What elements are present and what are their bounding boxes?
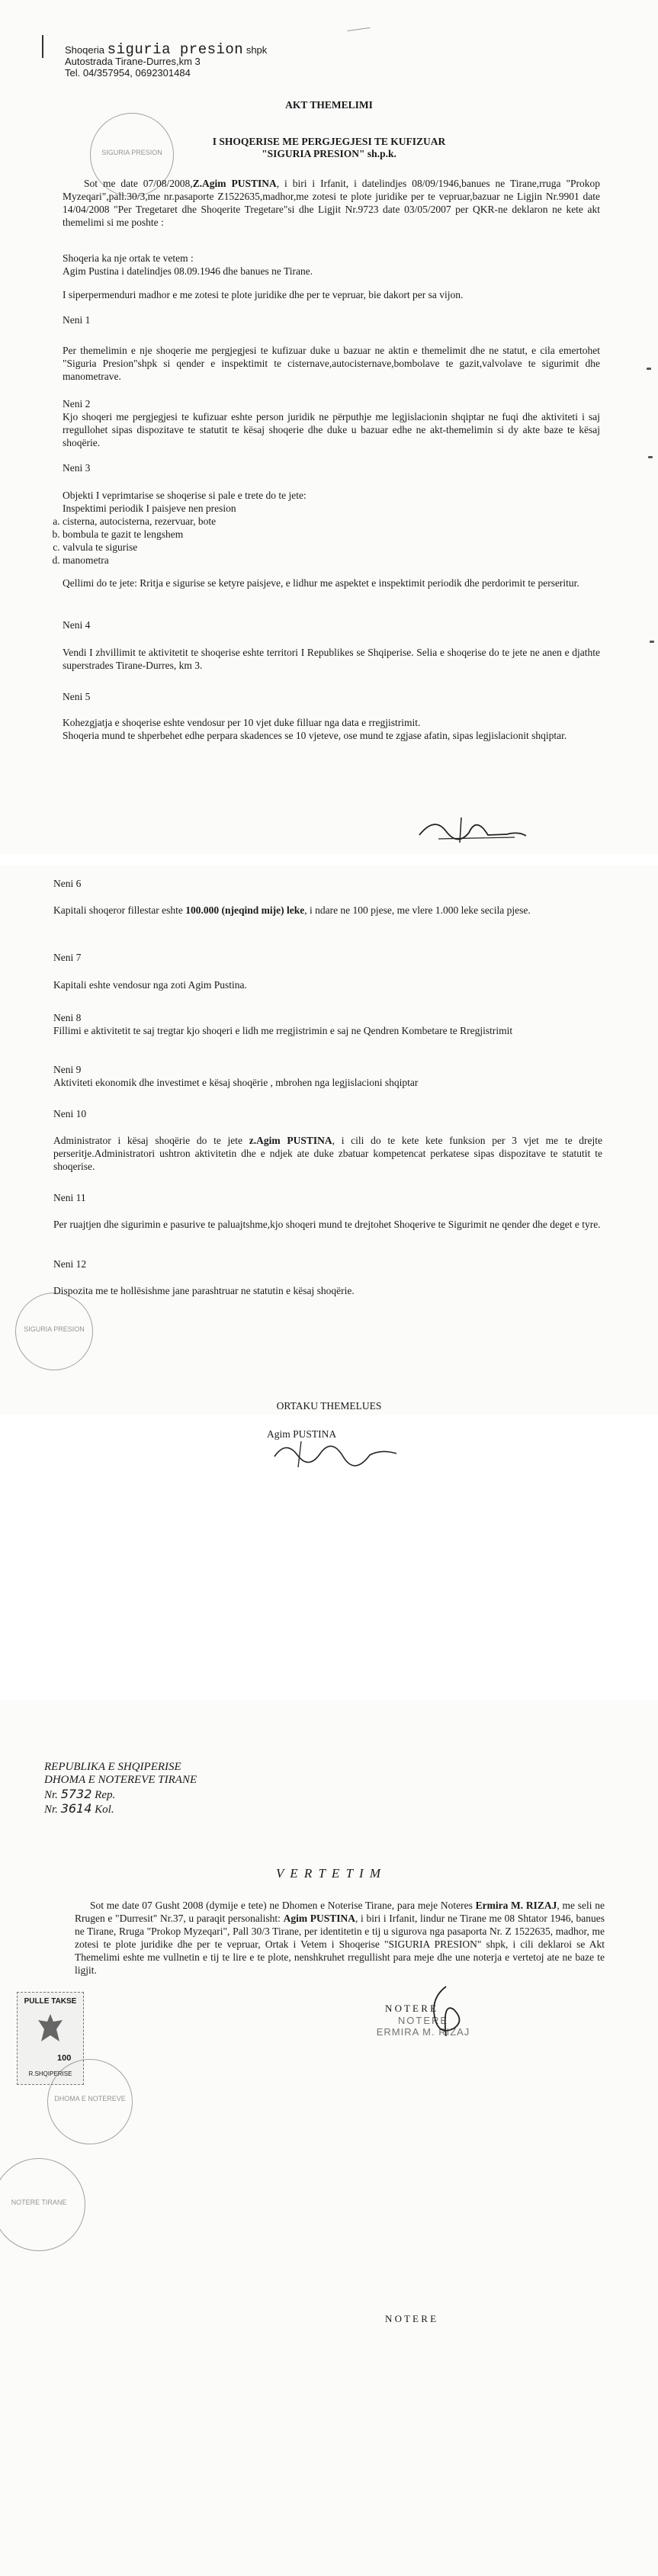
scan-mark bbox=[650, 641, 654, 643]
company-stamp-mid bbox=[15, 1293, 93, 1370]
notary-signature bbox=[423, 1983, 469, 2044]
neni-10-text-a: Administrator i kësaj shoqërie do te jete bbox=[53, 1135, 249, 1146]
act-subtitle-1: I SHOQERISE ME PERGJEGJESI TE KUFIZUAR bbox=[212, 136, 446, 147]
neni-12-text: Dispozita me te hollësishme jane parashtruar ne statutin e kësaj shoqërie. bbox=[53, 1285, 355, 1296]
company-phone: Tel. 04/357954, 0692301484 bbox=[65, 67, 191, 79]
neni-3-list bbox=[47, 515, 581, 567]
neni-9-text: Aktiviteti ekonomik dhe investimet e kësaj shoqërie , mbrohen nga legjislacioni shqiptar bbox=[53, 1077, 419, 1088]
neni-12-label: Neni 12 bbox=[53, 1258, 87, 1270]
scribble-mark bbox=[347, 21, 371, 31]
leader-line: I siperpermenduri madhor e me zotesi te plote juridike dhe per te vepruar, bie dakort per sa vijon. bbox=[63, 289, 464, 300]
partner-line-1: Shoqeria ka nje ortak te vetem : bbox=[63, 252, 194, 264]
neni-6-label: Neni 6 bbox=[53, 878, 82, 889]
act-subtitle-2: "SIGURIA PRESION" sh.p.k. bbox=[262, 148, 396, 159]
list-item: c. valvula te sigurise bbox=[63, 541, 581, 554]
neni-3-intro-1: Objekti I veprimtarise se shoqerise si pale e trete do te jete: bbox=[63, 490, 307, 501]
neni-8-text: Fillimi e aktivitetit te saj tregtar kjo shoqeri e lidh me rregjistrimin e saj ne Qendren Kombetare te Rregjistrimit bbox=[53, 1025, 513, 1036]
fee-stamp-value: 100 bbox=[57, 2054, 72, 2063]
noter-bottom-label: N O T E R E bbox=[385, 2313, 437, 2324]
letterhead-company bbox=[65, 41, 370, 58]
person-name: Agim PUSTINA bbox=[283, 1913, 356, 1924]
notary-name: Ermira M. RIZAJ bbox=[475, 1900, 557, 1911]
notary-header-2: DHOMA E NOTEREVE TIRANE bbox=[44, 1774, 197, 1786]
list-item: b. bombula te gazit te lengshem bbox=[63, 528, 581, 541]
stamp-text: DHOMA E NOTEREVE bbox=[54, 2095, 126, 2102]
list-item: d. manometra bbox=[63, 554, 581, 567]
list-item: a. cisterna, autocisterna, rezervuar, bote bbox=[63, 515, 581, 528]
founder-signature-1 bbox=[416, 808, 530, 854]
neni-1-label: Neni 1 bbox=[63, 314, 91, 326]
partner-line-2: Agim Pustina i datelindjes 08.09.1946 dhe banues ne Tirane. bbox=[63, 265, 313, 277]
neni-5-label: Neni 5 bbox=[63, 691, 91, 702]
intro-paragraph bbox=[63, 177, 600, 229]
neni-10-text bbox=[53, 1134, 602, 1173]
intro-date: Sot me date 07/08/2008, bbox=[84, 178, 193, 189]
scan-mark bbox=[647, 368, 651, 370]
kol-number-line bbox=[44, 1802, 114, 1816]
neni-9-label: Neni 9 bbox=[53, 1064, 82, 1075]
stamp-text: NOTERE TIRANE bbox=[11, 2199, 67, 2206]
company-name: siguria presion bbox=[107, 41, 244, 58]
neni-5-text-1: Kohezgjatja e shoqerise eshte vendosur per 10 vjet duke filluar nga data e rregjistrimit. bbox=[63, 717, 421, 728]
fee-stamp-label: PULLE TAKSE bbox=[24, 1997, 77, 2006]
scan-mark bbox=[648, 456, 653, 458]
rep-prefix: Nr. bbox=[44, 1789, 58, 1801]
neni-5-text-2: Shoqeria mund te shperbehet edhe perpara skadences se 10 vjeteve, ose mund te zgjase afatin, sipas legjislacionit shqiptar. bbox=[63, 730, 567, 741]
neni-6-text bbox=[53, 904, 602, 917]
neni-1-text: Per themelimin e nje shoqerie me pergjegjesi te kufizuar duke u bazuar ne aktin e themelimit dhe ne statut, e cila emertohet "Siguria Presion"shpk si qender e inspektimit te cisternave,autocisternave,bombolave te gazit,valvolave te sigurimit dhe manometrave. bbox=[63, 345, 600, 382]
neni-7-label: Neni 7 bbox=[53, 952, 82, 963]
notary-stamp-round bbox=[47, 2059, 133, 2144]
kol-prefix: Nr. bbox=[44, 1804, 58, 1816]
body-intro: Sot me date 07 Gusht 2008 (dymije e tete) ne Dhomen e Noterise Tirane, para meje Noteres bbox=[90, 1900, 476, 1911]
intro-name: Z.Agim PUSTINA bbox=[192, 178, 277, 189]
kol-number: 3614 bbox=[60, 1801, 92, 1816]
rep-number: 5732 bbox=[60, 1787, 92, 1801]
company-suffix: shpk bbox=[246, 44, 268, 56]
body-details: , i biri i Irfanit, lindur ne Tirane me 08 Shtator 1946, banues ne Tirane, Rruga "Prokop Myzeqari", Pall 30/3 Tirane, per identitetin e tij u sigurova nga pasaporta Nr. Z 1522635, madhor, me zotesi te plote juridike dhe per te vepruar, Ortak i Vetem i Shoqerise "SIGURIA PRESION" shpk, i cili deklaroi se Akt Themelimi eshte me vullnetin e tij te lire e te plote, nenshkruhet rregullisht para meje dhe une noterja e vertetoj ate ne baze te ligjit. bbox=[75, 1913, 605, 1976]
rep-number-line bbox=[44, 1787, 115, 1802]
neni-10-text-b: , i cili do te kete kete funksion per 3 vjet me te drejte perseritje.Administratori ushtron aktivitetin dhe e ndjek ate duke zbatuar kompetencat perkatese sipas dispozitave te statutit te shoqerise. bbox=[53, 1135, 603, 1172]
neni-11-label: Neni 11 bbox=[53, 1192, 86, 1203]
ortaku-name: Agim PUSTINA bbox=[267, 1428, 337, 1440]
stamp-text: SIGURIA PRESION bbox=[24, 1325, 85, 1333]
ortaku-label: ORTAKU THEMELUES bbox=[276, 1400, 382, 1412]
noter-label: N O T E R E bbox=[385, 2003, 437, 2014]
vertetim-body bbox=[75, 1899, 605, 1977]
founder-signature-2 bbox=[271, 1434, 400, 1472]
notary-stamp-line-1: NOTERE bbox=[397, 2015, 449, 2026]
neni-6-amount: 100.000 (njeqind mije) leke bbox=[185, 904, 305, 916]
neni-2-text: Kjo shoqeri me pergjegjesi te kufizuar eshte person juridik ne përputhje me legjislacionin shqiptar ne fuqi dhe aktiviteti i saj rregullohet sipas dispozitave te statutit te kësaj shoqerie dhe duke u bazuar edhe ne akt-themelimin si dy akte baze te kësaj shoqërie. bbox=[63, 411, 600, 448]
neni-2-label: Neni 2 bbox=[63, 398, 91, 410]
fee-stamp-country: R.SHQIPERISE bbox=[28, 2070, 72, 2077]
intro-details: , i biri i Irfanit, i datelindjes 08/09/1946,banues ne Tirane,rruga "Prokop Myzeqari",pall.30/3,me nr.pasaporte Z1522635,madhor,me zotesi te plote juridike per te vepruar,bazuar ne Ligjin Nr.9901 date 14/04/2008 "Per Tregetaret dhe Shoqerite Tregetare"si dhe Ligjit Nr.9723 date 03/05/2007 per QKR-ne deklaron ne kete akt themelimi si me poshte : bbox=[63, 178, 600, 228]
company-address: Autostrada Tirane-Durres,km 3 bbox=[65, 56, 201, 67]
neni-6-text-a: Kapitali shoqeror fillestar eshte bbox=[53, 904, 186, 916]
neni-3-label: Neni 3 bbox=[63, 462, 91, 474]
document-page-2 bbox=[0, 866, 658, 1415]
neni-10-name: z.Agim PUSTINA bbox=[249, 1135, 332, 1146]
neni-11-text: Per ruajtjen dhe sigurimin e pasurive te paluajtshme,kjo shoqeri mund te drejtohet Shoqerive te Sigurimit ne qender dhe deget e tyre. bbox=[53, 1219, 601, 1230]
eagle-icon bbox=[37, 2012, 64, 2048]
letterhead-rule bbox=[42, 35, 43, 58]
act-title: AKT THEMELIMI bbox=[285, 99, 373, 111]
neni-7-text: Kapitali eshte vendosur nga zoti Agim Pustina. bbox=[53, 979, 247, 991]
neni-4-text: Vendi I zhvillimit te aktivitetit te shoqerise eshte territori I Republikes se Shqiperise. Selia e shoqerise do te jete ne anen e djathte superstrades Tirane-Durres, km 3. bbox=[63, 647, 600, 671]
notary-stamp-bottom bbox=[0, 2158, 85, 2251]
body-address: , me seli ne Rrugen e "Durresit" Nr.37, u paraqit personalisht: bbox=[75, 1900, 605, 1924]
notary-header-1: REPUBLIKA E SHQIPERISE bbox=[44, 1761, 181, 1773]
neni-8-label: Neni 8 bbox=[53, 1012, 82, 1023]
document-page-3 bbox=[0, 1701, 658, 2576]
vertetim-title: V E R T E T I M bbox=[275, 1866, 383, 1881]
neni-3-intro-2: Inspektimi periodik I paisjeve nen presion bbox=[63, 503, 236, 514]
rep-suffix: Rep. bbox=[95, 1789, 116, 1801]
notary-stamp-line-2: ERMIRA M. RIZAJ bbox=[376, 2026, 470, 2038]
stamp-text: SIGURIA PRESION bbox=[101, 149, 162, 156]
document-page-1 bbox=[0, 0, 658, 854]
company-prefix: Shoqeria bbox=[65, 44, 105, 56]
neni-3-goal: Qellimi do te jete: Rritja e sigurise se ketyre paisjeve, e lidhur me aspektet e inspektimit periodik dhe perdorimit te perseritur. bbox=[63, 577, 579, 589]
kol-suffix: Kol. bbox=[95, 1804, 114, 1816]
neni-4-label: Neni 4 bbox=[63, 619, 91, 631]
neni-6-text-b: , i ndare ne 100 pjese, me vlere 1.000 leke secila pjese. bbox=[304, 904, 531, 916]
neni-10-label: Neni 10 bbox=[53, 1108, 87, 1119]
letterhead bbox=[65, 41, 370, 79]
